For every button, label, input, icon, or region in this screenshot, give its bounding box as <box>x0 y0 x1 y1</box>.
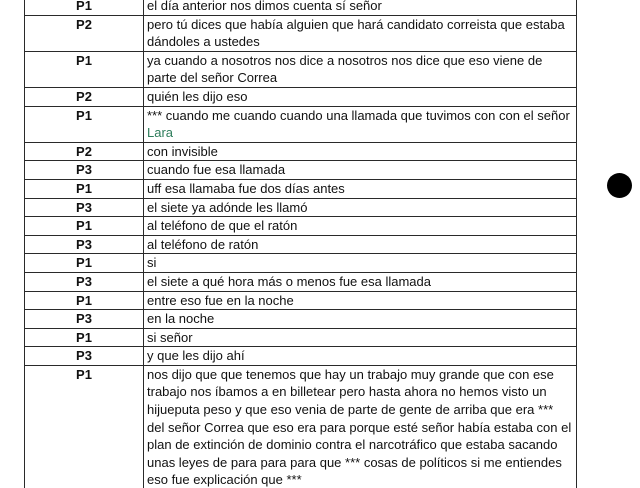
utterance-cell <box>144 51 577 87</box>
utterance-cell <box>144 161 577 180</box>
utterance-text: en la noche <box>147 311 215 327</box>
table-row <box>25 217 577 236</box>
speaker-cell: P3 <box>25 235 144 254</box>
transcript-rows <box>25 0 577 488</box>
utterance-text: cuando fue esa llamada <box>147 162 286 178</box>
speaker-cell: P3 <box>25 347 144 366</box>
speaker-cell: P3 <box>25 310 144 329</box>
table-row <box>25 51 577 87</box>
table-row <box>25 310 577 329</box>
utterance-text: *** cuando me cuando cuando una llamada que tuvimos con con el señor <box>147 107 570 123</box>
table-row <box>25 161 577 180</box>
utterance-cell <box>144 310 577 329</box>
utterance-cell <box>144 198 577 217</box>
speaker-cell: P2 <box>25 15 144 51</box>
table-row <box>25 142 577 161</box>
table-row <box>25 328 577 347</box>
black-dot-mark <box>607 173 632 198</box>
speaker-cell: P2 <box>25 142 144 161</box>
table-row <box>25 106 577 142</box>
table-row <box>25 179 577 198</box>
utterance-cell <box>144 142 577 161</box>
speaker-cell: P1 <box>25 328 144 347</box>
utterance-text: quién les dijo eso <box>147 88 248 104</box>
utterance-text: y que les dijo ahí <box>147 348 245 364</box>
table-row <box>25 272 577 291</box>
utterance-cell <box>144 365 577 488</box>
speaker-cell: P3 <box>25 198 144 217</box>
table-row <box>25 87 577 106</box>
utterance-text: si señor <box>147 329 193 345</box>
utterance-cell <box>144 15 577 51</box>
speaker-cell: P1 <box>25 106 144 142</box>
transcript-table <box>24 0 577 488</box>
speaker-cell: P1 <box>25 217 144 236</box>
utterance-text: al teléfono de ratón <box>147 236 259 252</box>
table-row <box>25 235 577 254</box>
utterance-text: ya cuando a nosotros nos dice a nosotros nos dice que eso viene de parte del señor Correa <box>147 52 543 86</box>
table-row <box>25 198 577 217</box>
speaker-cell: P1 <box>25 365 144 488</box>
utterance-cell <box>144 291 577 310</box>
utterance-text: con invisible <box>147 143 218 159</box>
utterance-cell <box>144 106 577 142</box>
utterance-cell <box>144 0 577 15</box>
table-row <box>25 291 577 310</box>
utterance-cell <box>144 235 577 254</box>
utterance-text: el siete ya adónde les llamó <box>147 199 308 215</box>
utterance-cell <box>144 254 577 273</box>
table-row <box>25 365 577 488</box>
speaker-cell: P1 <box>25 254 144 273</box>
utterance-text: el día anterior nos dimos cuenta sí señor <box>147 0 382 13</box>
speaker-cell: P3 <box>25 272 144 291</box>
utterance-cell <box>144 87 577 106</box>
utterance-text: entre eso fue en la noche <box>147 292 294 308</box>
table-row <box>25 347 577 366</box>
speaker-cell: P1 <box>25 0 144 15</box>
utterance-cell <box>144 217 577 236</box>
speaker-cell: P1 <box>25 291 144 310</box>
utterance-text: al teléfono de que el ratón <box>147 218 298 234</box>
utterance-cell <box>144 347 577 366</box>
utterance-cell <box>144 179 577 198</box>
utterance-text: uff esa llamaba fue dos días antes <box>147 180 345 196</box>
utterance-text: si <box>147 255 157 271</box>
utterance-text: nos dijo que que tenemos que hay un trabajo muy grande que con ese trabajo nos íbamos a en billetear pero hasta ahora no hemos visto un hijueputa peso y que eso venia de parte de gente de arriba que era *** del señor Correa que eso era para porque esté señor había estaba con el plan de extinción de dominio contra el narcotráfico que estaba sacando unas leyes de para para para que *** cosas de políticos si me entiendes eso fue explicación que *** <box>147 366 572 488</box>
speaker-cell: P2 <box>25 87 144 106</box>
utterance-text: el siete a qué hora más o menos fue esa llamada <box>147 273 432 289</box>
speaker-cell: P1 <box>25 51 144 87</box>
utterance-cell <box>144 328 577 347</box>
utterance-cell <box>144 272 577 291</box>
utterance-text: pero tú dices que había alguien que hará candidato correista que estaba dándoles a ustedes <box>147 16 565 50</box>
table-row <box>25 15 577 51</box>
table-row <box>25 0 577 15</box>
speaker-cell: P1 <box>25 179 144 198</box>
table-row <box>25 254 577 273</box>
speaker-cell: P3 <box>25 161 144 180</box>
highlighted-name: Lara <box>147 125 174 141</box>
